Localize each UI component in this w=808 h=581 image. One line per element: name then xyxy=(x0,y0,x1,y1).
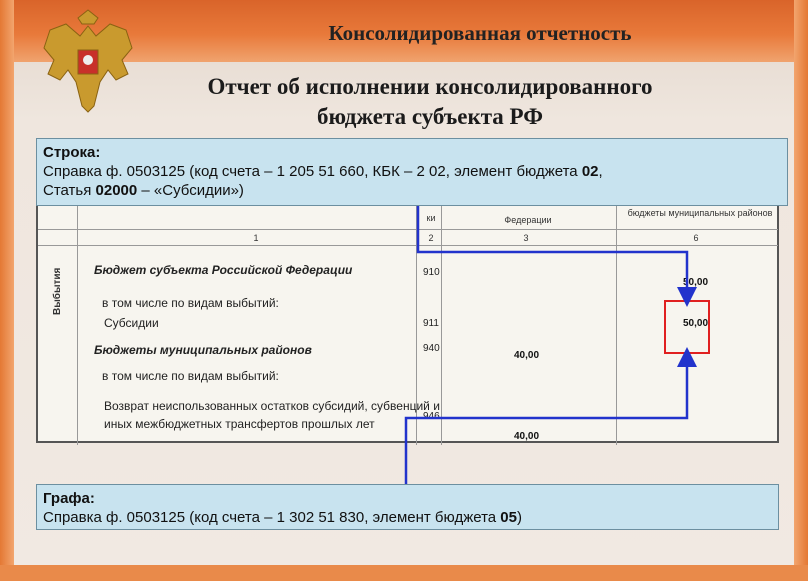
vertical-label-text: Выбытия xyxy=(52,267,63,315)
row-callout-bold: 02000 xyxy=(95,182,138,199)
col-number: 2 xyxy=(428,233,434,243)
row-callout-line1 xyxy=(43,162,781,181)
row-code: 911 xyxy=(423,318,439,329)
column-arrow xyxy=(406,357,687,484)
header-cell: Федерации xyxy=(504,215,552,225)
column-callout-text: ) xyxy=(516,509,522,526)
row-callout-text: Статья xyxy=(43,182,96,199)
col-number: 6 xyxy=(693,233,699,243)
subtitle-line-1: Отчет об исполнении консолидированного xyxy=(207,74,653,99)
row-callout-line2 xyxy=(43,181,781,200)
row-callout-text: Справка ф. 0503125 (код счета – 1 205 51 660, КБК – 2 02, элемент бюджета xyxy=(43,163,582,180)
highlight-box xyxy=(665,301,709,353)
col-number: 1 xyxy=(253,233,259,243)
row-callout-text: – «Субсидии») xyxy=(137,182,244,199)
row-label: в том числе по видам выбытий: xyxy=(102,369,279,383)
row-code: 940 xyxy=(423,343,440,354)
column-callout-text: Справка ф. 0503125 (код счета – 1 302 51 830, элемент бюджета xyxy=(43,509,501,526)
column-callout-bold: 05 xyxy=(500,509,517,526)
row-label: Бюджеты муниципальных районов xyxy=(94,343,312,357)
row-label: Субсидии xyxy=(104,316,159,330)
header-title: Консолидированная отчетность xyxy=(328,21,632,45)
row-value-col3: 40,00 xyxy=(514,431,540,442)
subtitle-line-2: бюджета субъекта РФ xyxy=(317,104,543,129)
row-value-col6: 50,00 xyxy=(683,318,709,329)
row-label: Возврат неиспользованных остатков субсидий, субвенций и xyxy=(104,399,440,413)
row-value-col6: 50,00 xyxy=(683,277,709,288)
row-value-col3: 40,00 xyxy=(514,350,540,361)
column-callout-line1 xyxy=(43,508,772,527)
row-callout-bold: 02 xyxy=(581,163,599,180)
row-label: в том числе по видам выбытий: xyxy=(102,296,279,310)
row-arrow xyxy=(418,206,687,297)
row-label: иных межбюджетных трансфертов прошлых лет xyxy=(104,417,375,431)
row-label: Бюджет субъекта Российской Федерации xyxy=(94,263,353,277)
row-code: 946 xyxy=(423,411,440,422)
row-code: 910 xyxy=(423,267,440,278)
row-callout-heading: Строка: xyxy=(43,144,101,161)
row-callout-text: , xyxy=(598,163,603,180)
header-cell: бюджеты муниципальных районов xyxy=(627,208,773,218)
col-number: 3 xyxy=(523,233,529,243)
column-callout xyxy=(36,484,779,530)
header-cell: ки xyxy=(426,213,436,223)
row-callout xyxy=(36,138,788,206)
column-callout-heading: Графа: xyxy=(43,490,95,507)
